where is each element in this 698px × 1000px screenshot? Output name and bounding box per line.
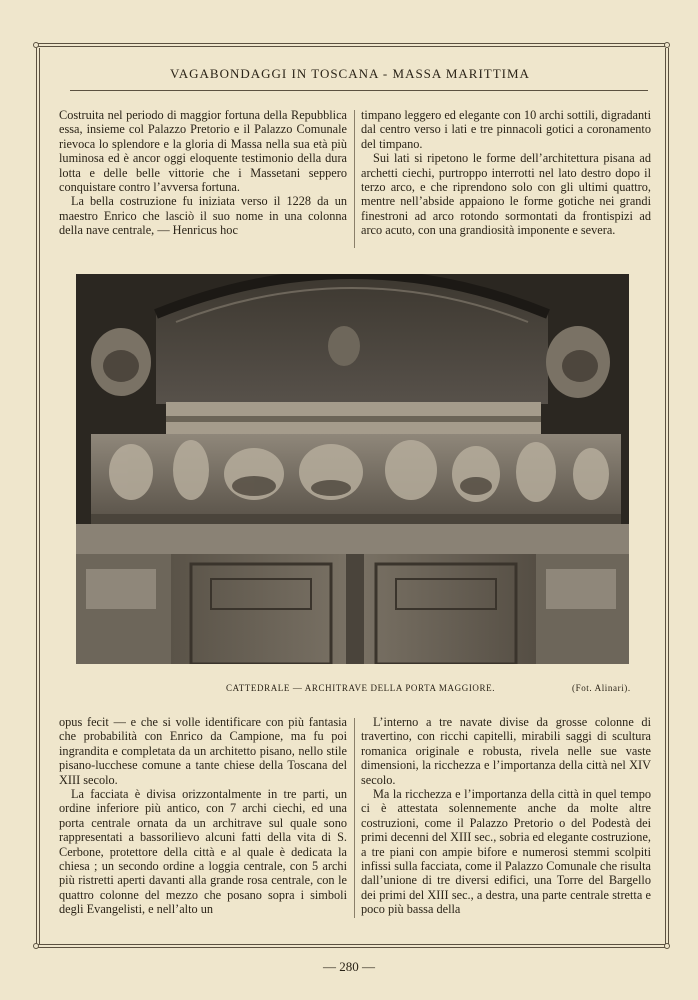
paragraph: La facciata è divisa orizzontalmente in tre parti, un ordine inferiore più antico, con 7 archi ciechi, ed una porta centrale ornata da un architrave sul quale sono rappresentati a bassorilievo alcuni fatti della vita di S. Cerbone, protettore della città e al quale è dedicata la chiesa ; un secondo ordine a loggia centrale, con 5 archi più ristretti aperti davanti alla grande rosa centrale, con le quattro colonne del mezzo che posano sopra i simboli degli Evangelisti, e nell’alto un: [59, 787, 347, 917]
frame-bottom-rule: [38, 944, 668, 945]
frame-corner-ornament: [33, 943, 39, 949]
frame-corner-ornament: [33, 42, 39, 48]
running-header: VAGABONDAGGI IN TOSCANA - MASSA MARITTIMA: [170, 66, 530, 81]
paragraph: Costruita nel periodo di maggior fortuna della Repubblica essa, insieme col Palazzo Pretorio e il Palazzo Comunale rievoca lo splendore e la gloria di Massa nella sua età più luminosa ed è ancor oggi eloquente testimonio della dura lotta e delle belle vittorie che i Massetani seppero conquistare contro l’avversa fortuna.: [59, 108, 347, 195]
top-right-column: [361, 108, 651, 238]
photo-credit: (Fot. Alinari).: [572, 683, 631, 693]
frame-corner-ornament: [664, 943, 670, 949]
bottom-right-column: [361, 715, 651, 917]
top-left-column: [59, 108, 347, 238]
paragraph: La bella costruzione fu iniziata verso il 1228 da un maestro Enrico che lasciò il suo nome in una colonna della nave centrale, — Henricus hoc: [59, 194, 347, 238]
frame-right-rule: [665, 48, 666, 944]
frame-right-rule-inner: [668, 48, 669, 944]
column-divider: [354, 718, 355, 918]
paragraph: timpano leggero ed elegante con 10 archi sottili, digradanti dal centro verso i lati e tre pinnacoli gotici a coronamento del timpano.: [361, 108, 651, 151]
architrave-photograph: [76, 274, 629, 664]
page-number: — 280 —: [323, 959, 375, 974]
bottom-left-column: [59, 715, 347, 917]
paragraph: opus fecit — e che si volle identificare con più fantasia che probabilità con Enrico da Campione, ma fu poi ingrandita e completata da un architetto pisano, nello stile pisano-lucchese comune a tante chiese della Toscana del XIII secolo.: [59, 715, 347, 787]
paragraph: L’interno a tre navate divise da grosse colonne di travertino, con ricchi capitelli, mirabili saggi di scultura romanica originale e robusta, rivela nelle sue vaste dimensioni, la ricchezza e l’importanza della città nel XIV secolo.: [361, 715, 651, 787]
frame-top-rule: [38, 43, 668, 44]
frame-bottom-rule-inner: [38, 947, 668, 948]
paragraph: Sui lati si ripetono le forme dell’architettura pisana ad archetti ciechi, purtroppo interrotti nel lato destro dopo il terzo arco, e che riprendono solo con gli ultimi quattro, mentre nell’abside appaiono le forme gotiche nei grandi finestroni ad arco rotondo sormontati da frontispizi ad arco acuto, con una grandiosità imponente e severa.: [361, 151, 651, 238]
frame-top-rule-inner: [38, 46, 668, 47]
header-underline: [70, 90, 648, 91]
frame-left-rule-inner: [39, 48, 40, 944]
architrave-image: [76, 274, 629, 664]
figure-caption: CATTEDRALE — ARCHITRAVE DELLA PORTA MAGGIORE.: [226, 683, 496, 693]
frame-left-rule: [36, 48, 37, 944]
frame-corner-ornament: [664, 42, 670, 48]
column-divider: [354, 110, 355, 248]
paragraph: Ma la ricchezza e l’importanza della città in quel tempo ci è attestata solennemente anche da molte altre costruzioni, come il Palazzo Pretorio o del Podestà dei primi decenni del XIII sec., sobria ed elegante costruzione, a tre piani con ampie bifore e numerosi stemmi scolpiti infissi sulla facciata, come il Palazzo Comunale che risulta dall’unione di tre diversi edifici, una Torre del Bargello dei primi del XIII sec., a destra, una parte centrale stretta e poco più bassa della: [361, 787, 651, 917]
